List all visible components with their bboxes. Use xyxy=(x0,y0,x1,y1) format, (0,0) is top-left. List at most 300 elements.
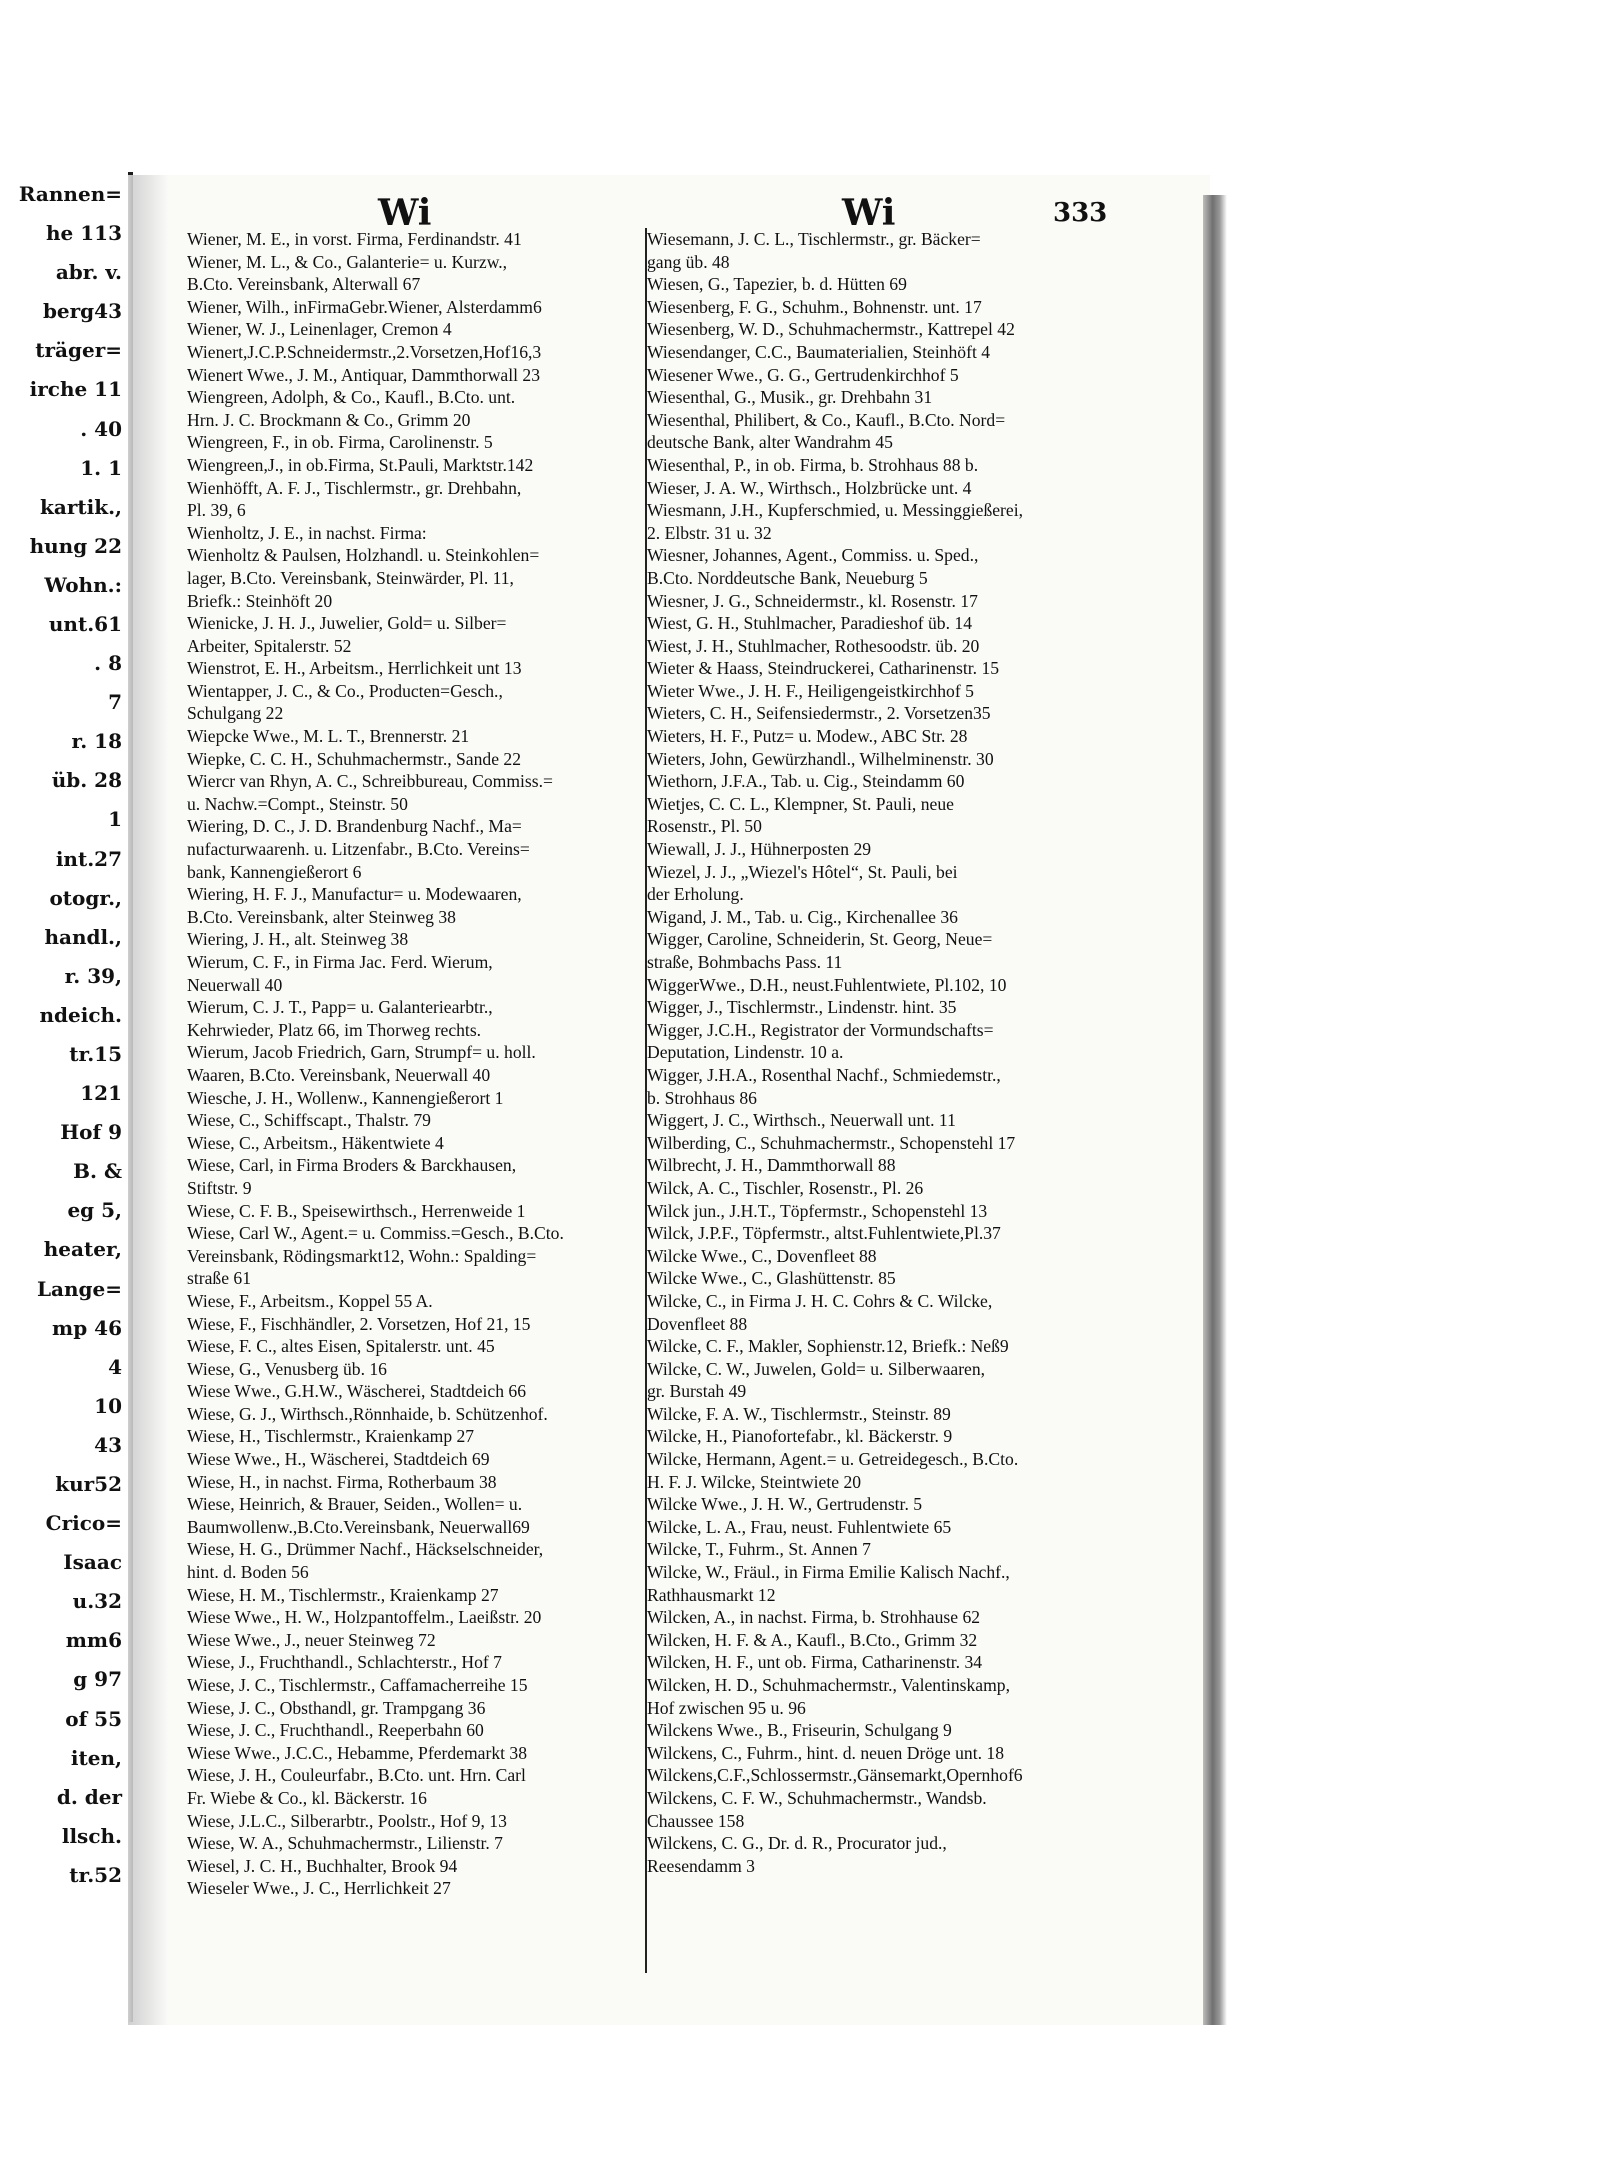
right-column-entries xyxy=(647,228,1107,1877)
entry-line: Wiengreen, F., in ob. Firma, Carolinenstr. 5 xyxy=(187,432,493,453)
entry-line: Wietjes, C. C. L., Klempner, St. Pauli, neue xyxy=(647,793,954,814)
left-page-text-fragment: d. der xyxy=(56,1784,122,1809)
directory-entry xyxy=(187,770,647,815)
directory-entry xyxy=(647,1425,1107,1448)
directory-entry xyxy=(647,1629,1107,1652)
directory-entry xyxy=(647,770,1107,793)
entry-line: Wilcken, H. D., Schuhmachermstr., Valentinskamp, xyxy=(647,1675,1010,1695)
directory-entry xyxy=(187,680,647,725)
entry-line: der Erholung. xyxy=(647,884,744,905)
left-page-text-fragment: int.27 xyxy=(55,846,122,871)
directory-entry xyxy=(187,1403,647,1426)
directory-entry xyxy=(187,341,647,364)
left-page-text-fragment: B. & xyxy=(73,1159,122,1184)
entry-line: Wienholtz & Paulsen, Holzhandl. u. Steinkohlen= xyxy=(187,545,540,566)
directory-entry xyxy=(187,748,647,771)
entry-line: Wiese Wwe., H., Wäscherei, Stadtdeich 69 xyxy=(187,1449,490,1470)
directory-entry xyxy=(187,454,647,477)
directory-entry xyxy=(647,1132,1107,1155)
entry-line: Wiest, G. H., Stuhlmacher, Paradieshof üb. 14 xyxy=(647,613,972,634)
entry-line: Wientapper, J. C., & Co., Producten=Gesch., xyxy=(187,680,503,701)
directory-entry xyxy=(187,1810,647,1833)
directory-entry xyxy=(187,1493,647,1538)
directory-entry xyxy=(187,612,647,657)
entry-line: Wilcke, H., Pianofortefabr., kl. Bäckerstr. 9 xyxy=(647,1426,953,1447)
entry-line: Wiese, C., Arbeitsm., Häkentwiete 4 xyxy=(187,1132,444,1153)
directory-entry xyxy=(647,1719,1107,1742)
directory-entry xyxy=(647,228,1107,273)
directory-entry xyxy=(647,906,1107,929)
directory-entry xyxy=(187,725,647,748)
directory-entry xyxy=(647,364,1107,387)
directory-entry xyxy=(647,1064,1107,1109)
entry-line: straße 61 xyxy=(187,1268,252,1289)
left-page-text-fragment: handl., xyxy=(44,924,122,949)
directory-entry xyxy=(187,1606,647,1629)
entry-line: Wiezel, J. J., „Wiezel's Hôtel“, St. Pauli, bei xyxy=(647,861,958,882)
entry-line: Wilberding, C., Schuhmachermstr., Schopenstehl 17 xyxy=(647,1132,1016,1153)
entry-line: Schulgang 22 xyxy=(187,703,284,724)
directory-entry xyxy=(647,1177,1107,1200)
entry-line: Wiese, G. J., Wirthsch.,Rönnhaide, b. Schützenhof. xyxy=(187,1403,548,1424)
entry-line: Wiepcke Wwe., M. L. T., Brennerstr. 21 xyxy=(187,726,470,747)
directory-entry xyxy=(647,748,1107,771)
entry-line: Wierum, C. F., in Firma Jac. Ferd. Wierum, xyxy=(187,952,493,972)
entry-line: Dovenfleet 88 xyxy=(647,1313,748,1334)
entry-line: Wienstrot, E. H., Arbeitsm., Herrlichkeit unt 13 xyxy=(187,658,522,679)
entry-line: Wiesener Wwe., G. G., Gertrudenkirchhof 5 xyxy=(647,364,959,385)
entry-line: Wilcke, T., Fuhrm., St. Annen 7 xyxy=(647,1539,871,1560)
directory-entry xyxy=(187,1471,647,1494)
entry-line: Wiese, F. C., altes Eisen, Spitalerstr. unt. 45 xyxy=(187,1336,495,1357)
entry-line: Kehrwieder, Platz 66, im Thorweg rechts. xyxy=(187,1019,482,1040)
directory-entry xyxy=(647,838,1107,861)
left-page-text-fragment: mm6 xyxy=(65,1628,122,1653)
directory-entry xyxy=(647,1222,1107,1245)
directory-entry xyxy=(647,273,1107,296)
entry-line: Wiese, F., Arbeitsm., Koppel 55 A. xyxy=(187,1290,433,1311)
entry-line: Wiese, C., Schiffscapt., Thalstr. 79 xyxy=(187,1110,431,1131)
entry-line: Wilckens, C., Fuhrm., hint. d. neuen Dröge unt. 18 xyxy=(647,1742,1004,1763)
directory-entry xyxy=(187,1629,647,1652)
entry-line: Wienert,J.C.P.Schneidermstr.,2.Vorsetzen,Hof16,3 xyxy=(187,341,542,362)
directory-entry xyxy=(647,680,1107,703)
entry-line: Wiese Wwe., G.H.W., Wäscherei, Stadtdeich 66 xyxy=(187,1381,527,1402)
entry-line: Wiese, J. C., Obsthandl, gr. Trampgang 36 xyxy=(187,1697,486,1718)
entry-line: Wieters, John, Gewürzhandl., Wilhelminenstr. 30 xyxy=(647,748,994,769)
directory-entry xyxy=(647,1516,1107,1539)
directory-entry xyxy=(647,1832,1107,1877)
entry-line: Wiese, Carl W., Agent.= u. Commiss.=Gesch., B.Cto. xyxy=(187,1223,564,1244)
directory-entry xyxy=(647,1290,1107,1335)
directory-entry xyxy=(187,1041,647,1086)
directory-entry xyxy=(647,296,1107,319)
left-page-text-fragment: iten, xyxy=(70,1745,122,1770)
directory-entry xyxy=(187,928,647,951)
entry-line: H. F. J. Wilcke, Steintwiete 20 xyxy=(647,1471,862,1492)
directory-entry xyxy=(647,1335,1107,1358)
entry-line: Wilcken, H. F., unt ob. Firma, Catharinenstr. 34 xyxy=(647,1652,983,1673)
directory-entry xyxy=(187,1222,647,1290)
directory-entry xyxy=(647,499,1107,544)
directory-entry xyxy=(647,996,1107,1019)
directory-entry xyxy=(187,1697,647,1720)
entry-line: Wilcken, A., in nachst. Firma, b. Strohhause 62 xyxy=(647,1607,981,1628)
left-page-text-fragment: ndeich. xyxy=(39,1002,122,1027)
directory-entry xyxy=(647,1267,1107,1290)
entry-line: Wienholtz, J. E., in nachst. Firma: xyxy=(187,522,427,543)
directory-entry xyxy=(647,1651,1107,1674)
left-page-text-fragment: träger= xyxy=(35,338,122,363)
directory-entry xyxy=(647,409,1107,454)
entry-line: Wiener, M. L., & Co., Galanterie= u. Kurzw., xyxy=(187,251,508,272)
entry-line: Wilckens, C. G., Dr. d. R., Procurator jud., xyxy=(647,1833,947,1854)
directory-entry xyxy=(187,996,647,1041)
entry-line: Wiese, J. C., Tischlermstr., Caffamacherreihe 15 xyxy=(187,1675,528,1695)
directory-entry xyxy=(187,296,647,319)
directory-entry xyxy=(647,1742,1107,1765)
entry-line: Wilcke, C. F., Makler, Sophienstr.12, Briefk.: Neß9 xyxy=(647,1336,1009,1357)
entry-line: Wigger, J.C.H., Registrator der Vormundschafts= xyxy=(647,1019,994,1040)
entry-line: straße, Bohmbachs Pass. 11 xyxy=(647,952,843,972)
left-page-text-fragment: r. 18 xyxy=(71,729,122,754)
directory-entry xyxy=(187,1742,647,1765)
directory-entry xyxy=(647,928,1107,973)
directory-entry xyxy=(187,1313,647,1336)
entry-line: Wiese, J., Fruchthandl., Schlachterstr., Hof 7 xyxy=(187,1652,502,1673)
left-page-text-fragment: 1 xyxy=(108,807,122,832)
entry-line: Wiesel, J. C. H., Buchhalter, Brook 94 xyxy=(187,1855,458,1876)
entry-line: Fr. Wiebe & Co., kl. Bäckerstr. 16 xyxy=(187,1787,427,1808)
entry-line: Waaren, B.Cto. Vereinsbank, Neuerwall 40 xyxy=(187,1064,491,1085)
left-page-text-fragment: . 8 xyxy=(94,651,122,676)
entry-line: Wilckens Wwe., B., Friseurin, Schulgang 9 xyxy=(647,1720,952,1741)
entry-line: Wilcke, C., in Firma J. H. C. Cohrs & C. Wilcke, xyxy=(647,1290,993,1311)
entry-line: Pl. 39, 6 xyxy=(187,500,246,521)
entry-line: 2. Elbstr. 31 u. 32 xyxy=(647,522,772,543)
left-page-text-fragment: unt.61 xyxy=(48,612,122,636)
entry-line: Wieter & Haass, Steindruckerei, Catharinenstr. 15 xyxy=(647,658,1000,679)
entry-line: Wierum, C. J. T., Papp= u. Galanteriearbtr., xyxy=(187,997,493,1018)
entry-line: deutsche Bank, alter Wandrahm 45 xyxy=(647,432,893,453)
directory-entry xyxy=(187,1719,647,1742)
directory-entry xyxy=(647,1764,1107,1787)
directory-entry xyxy=(647,793,1107,838)
left-page-fragment xyxy=(0,172,133,2022)
left-column-entries xyxy=(187,228,647,1900)
directory-entry xyxy=(647,702,1107,725)
directory-entry xyxy=(647,590,1107,613)
directory-entry xyxy=(187,228,647,251)
directory-entry xyxy=(187,1154,647,1199)
entry-line: Wiest, J. H., Stuhlmacher, Rothesoodstr. üb. 20 xyxy=(647,635,980,656)
directory-entry xyxy=(647,1358,1107,1403)
entry-line: Wilcke, L. A., Frau, neust. Fuhlentwiete 65 xyxy=(647,1516,952,1537)
entry-line: Wilck, J.P.F., Töpfermstr., altst.Fuhlentwiete,Pl.37 xyxy=(647,1223,1001,1244)
entry-line: Baumwollenw.,B.Cto.Vereinsbank, Neuerwall69 xyxy=(187,1516,530,1537)
left-page-text-fragment: 121 xyxy=(80,1081,122,1106)
entry-line: B.Cto. Vereinsbank, alter Steinweg 38 xyxy=(187,906,456,927)
entry-line: Wilbrecht, J. H., Dammthorwall 88 xyxy=(647,1155,896,1176)
entry-line: Wigger, Caroline, Schneiderin, St. Georg, Neue= xyxy=(647,929,993,950)
left-page-text-fragment: he 113 xyxy=(46,221,122,246)
entry-line: Wilcke, W., Fräul., in Firma Emilie Kalisch Nachf., xyxy=(647,1562,1010,1583)
left-page-text-fragment: r. 39, xyxy=(64,963,122,988)
directory-entry xyxy=(187,1087,647,1110)
entry-line: Wilckens, C. F. W., Schuhmachermstr., Wandsb. xyxy=(647,1787,987,1808)
directory-entry xyxy=(647,1674,1107,1719)
left-page-text-fragment: berg43 xyxy=(42,299,122,324)
directory-entry xyxy=(647,1019,1107,1064)
directory-entry xyxy=(187,1425,647,1448)
left-page-text-fragment: tr.52 xyxy=(69,1862,122,1887)
entry-line: Wiener, Wilh., inFirmaGebr.Wiener, Alsterdamm6 xyxy=(187,296,542,317)
entry-line: Wiesenberg, F. G., Schuhm., Bohnenstr. unt. 17 xyxy=(647,296,982,317)
entry-line: Wieters, H. F., Putz= u. Modew., ABC Str. 28 xyxy=(647,726,968,747)
directory-entry xyxy=(187,1290,647,1313)
directory-entry xyxy=(647,725,1107,748)
entry-line: Wilck jun., J.H.T., Töpfermstr., Schopenstehl 13 xyxy=(647,1200,988,1221)
entry-line: Reesendamm 3 xyxy=(647,1855,755,1876)
left-page-text-fragment: hung 22 xyxy=(29,533,122,558)
left-page-text-fragment: eg 5, xyxy=(67,1198,122,1223)
directory-entry xyxy=(187,1358,647,1381)
left-page-text-fragment: . 40 xyxy=(80,416,122,441)
directory-entry xyxy=(647,318,1107,341)
directory-entry xyxy=(647,1493,1107,1516)
page-edge-shadow xyxy=(1203,195,1227,2025)
entry-line: Wiesemann, J. C. L., Tischlermstr., gr. Bäcker= xyxy=(647,229,981,249)
left-page-text-fragment: irche 11 xyxy=(29,377,122,402)
directory-entry xyxy=(187,1109,647,1132)
entry-line: Arbeiter, Spitalerstr. 52 xyxy=(187,635,352,656)
directory-entry xyxy=(187,431,647,454)
entry-line: Wiepke, C. C. H., Schuhmachermstr., Sande 22 xyxy=(187,748,522,769)
entry-line: Wiener, M. E., in vorst. Firma, Ferdinandstr. 41 xyxy=(187,229,522,249)
left-page-text-fragment: Hof 9 xyxy=(60,1120,122,1145)
entry-line: Wiese, J.L.C., Silberarbtr., Poolstr., Hof 9, 13 xyxy=(187,1810,507,1831)
directory-entry xyxy=(187,251,647,296)
left-page-text-fragment: kur52 xyxy=(55,1472,122,1496)
entry-line: Wiengreen,J., in ob.Firma, St.Pauli, Marktstr.142 xyxy=(187,454,534,475)
directory-entry xyxy=(647,1448,1107,1493)
entry-line: Wiering, D. C., J. D. Brandenburg Nachf., Ma= xyxy=(187,816,522,837)
entry-line: Wiercr van Rhyn, A. C., Schreibbureau, Commiss.= xyxy=(187,771,553,792)
left-page-text-fragment: 1. 1 xyxy=(80,455,122,480)
directory-entry xyxy=(647,1787,1107,1832)
directory-entry xyxy=(647,477,1107,500)
directory-entry xyxy=(187,1674,647,1697)
entry-line: Wigand, J. M., Tab. u. Cig., Kirchenallee 36 xyxy=(647,906,958,927)
right-column-heading: Wi xyxy=(842,192,896,234)
directory-entry xyxy=(187,1855,647,1878)
entry-line: Wiesche, J. H., Wollenw., Kannengießerort 1 xyxy=(187,1087,504,1108)
left-page-text-fragment: g 97 xyxy=(73,1667,122,1692)
directory-entry xyxy=(647,1109,1107,1132)
directory-entry xyxy=(647,974,1107,997)
directory-entry xyxy=(647,1200,1107,1223)
entry-line: gang üb. 48 xyxy=(647,251,730,272)
entry-line: Wiesmann, J.H., Kupferschmied, u. Messinggießerei, xyxy=(647,500,1024,521)
directory-entry xyxy=(187,1584,647,1607)
entry-line: Wienhöfft, A. F. J., Tischlermstr., gr. Drehbahn, xyxy=(187,477,522,498)
directory-entry xyxy=(647,1245,1107,1268)
entry-line: Wiese, J. C., Fruchthandl., Reeperbahn 60 xyxy=(187,1720,484,1741)
entry-line: Wiese, H. G., Drümmer Nachf., Häckselschneider, xyxy=(187,1539,544,1560)
directory-entry xyxy=(187,1764,647,1809)
entry-line: Wiggert, J. C., Wirthsch., Neuerwall unt. 11 xyxy=(647,1110,956,1131)
directory-entry xyxy=(647,1403,1107,1426)
entry-line: nufacturwaarenh. u. Litzenfabr., B.Cto. Vereins= xyxy=(187,839,530,860)
entry-line: Vereinsbank, Rödingsmarkt12, Wohn.: Spalding= xyxy=(187,1245,537,1266)
directory-entry xyxy=(647,1561,1107,1606)
directory-entry xyxy=(647,544,1107,589)
entry-line: Wiering, J. H., alt. Steinweg 38 xyxy=(187,929,409,950)
directory-entry xyxy=(647,454,1107,477)
directory-entry xyxy=(187,1380,647,1403)
entry-line: Wieser, J. A. W., Wirthsch., Holzbrücke unt. 4 xyxy=(647,477,972,498)
directory-entry xyxy=(647,657,1107,680)
entry-line: Wiesner, J. G., Schneidermstr., kl. Rosenstr. 17 xyxy=(647,590,978,611)
directory-entry xyxy=(187,544,647,612)
directory-entry xyxy=(187,477,647,522)
entry-line: Rathhausmarkt 12 xyxy=(647,1584,776,1605)
entry-line: u. Nachw.=Compt., Steinstr. 50 xyxy=(187,793,408,814)
left-page-text-fragment: 10 xyxy=(94,1393,122,1418)
page-number: 333 xyxy=(1053,198,1108,228)
entry-line: Wilcke, C. W., Juwelen, Gold= u. Silberwaaren, xyxy=(647,1358,986,1379)
entry-line: Wiese Wwe., H. W., Holzpantoffelm., Laeißstr. 20 xyxy=(187,1607,542,1628)
left-page-text-fragment: Crico= xyxy=(45,1511,122,1536)
entry-line: Wiesenthal, G., Musik., gr. Drehbahn 31 xyxy=(647,387,933,408)
entry-line: Wiese Wwe., J.C.C., Hebamme, Pferdemarkt 38 xyxy=(187,1742,528,1763)
entry-line: Wilck, A. C., Tischler, Rosenstr., Pl. 26 xyxy=(647,1177,924,1198)
entry-line: Wilcke Wwe., J. H. W., Gertrudenstr. 5 xyxy=(647,1494,923,1515)
directory-entry xyxy=(187,1832,647,1855)
entry-line: Wiesner, Johannes, Agent., Commiss. u. Sped., xyxy=(647,545,979,566)
directory-entry xyxy=(647,386,1107,409)
directory-entry xyxy=(187,1448,647,1471)
entry-line: Wiethorn, J.F.A., Tab. u. Cig., Steindamm 60 xyxy=(647,771,965,792)
entry-line: Wiese, G., Venusberg üb. 16 xyxy=(187,1358,387,1379)
left-page-text-fragment: 7 xyxy=(108,690,122,715)
directory-entry xyxy=(187,1132,647,1155)
entry-line: Wiesen, G., Tapezier, b. d. Hütten 69 xyxy=(647,274,907,295)
left-page-text-fragment: tr.15 xyxy=(69,1042,122,1066)
left-page-text-fragment: otogr., xyxy=(49,885,122,910)
entry-line: Wienicke, J. H. J., Juwelier, Gold= u. Silber= xyxy=(187,613,507,634)
entry-line: Wieseler Wwe., J. C., Herrlichkeit 27 xyxy=(187,1878,451,1899)
entry-line: Wiesenthal, P., in ob. Firma, b. Strohhaus 88 b. xyxy=(647,454,979,475)
directory-entry xyxy=(647,1538,1107,1561)
directory-entry xyxy=(187,1200,647,1223)
entry-line: Wiese Wwe., J., neuer Steinweg 72 xyxy=(187,1629,436,1650)
entry-line: Wilcke Wwe., C., Glashüttenstr. 85 xyxy=(647,1268,896,1289)
entry-line: Wilckens,C.F.,Schlossermstr.,Gänsemarkt,Opernhof6 xyxy=(647,1765,1023,1786)
entry-line: Wieter Wwe., J. H. F., Heiligengeistkirchhof 5 xyxy=(647,680,974,701)
gutter-shadow xyxy=(128,175,168,2025)
entry-line: Wienert Wwe., J. M., Antiquar, Dammthorwall 23 xyxy=(187,364,540,385)
left-page-text-fragment: Lange= xyxy=(36,1276,122,1301)
entry-line: Wiese, J. H., Couleurfabr., B.Cto. unt. Hrn. Carl xyxy=(187,1765,526,1786)
entry-line: B.Cto. Vereinsbank, Alterwall 67 xyxy=(187,274,421,295)
directory-entry xyxy=(647,861,1107,906)
entry-line: Wierum, Jacob Friedrich, Garn, Strumpf= u. holl. xyxy=(187,1042,536,1063)
directory-entry xyxy=(187,364,647,387)
left-page-text-fragment: of 55 xyxy=(65,1706,122,1731)
directory-entry xyxy=(647,635,1107,658)
directory-entry xyxy=(647,341,1107,364)
left-page-text-fragment: abr. v. xyxy=(55,260,122,285)
directory-entry xyxy=(187,815,647,883)
directory-entry xyxy=(187,318,647,341)
left-page-text-fragment: 43 xyxy=(94,1432,122,1457)
entry-line: Wiese, Heinrich, & Brauer, Seiden., Wollen= u. xyxy=(187,1494,523,1515)
left-page-text-fragment: kartik., xyxy=(40,494,122,519)
entry-line: Wiese, Carl, in Firma Broders & Barckhausen, xyxy=(187,1155,517,1176)
directory-entry xyxy=(187,1877,647,1900)
left-page-text-fragment: heater, xyxy=(43,1237,122,1262)
entry-line: Chaussee 158 xyxy=(647,1810,745,1831)
entry-line: Wilcke, Hermann, Agent.= u. Getreidegesch., B.Cto. xyxy=(647,1449,1019,1470)
entry-line: Rosenstr., Pl. 50 xyxy=(647,816,762,837)
entry-line: Wiering, H. F. J., Manufactur= u. Modewaaren, xyxy=(187,884,522,905)
directory-entry xyxy=(187,1651,647,1674)
entry-line: Wiesenberg, W. D., Schuhmachermstr., Kattrepel 42 xyxy=(647,319,1015,340)
directory-entry xyxy=(187,883,647,928)
left-page-text-fragment: Rannen= xyxy=(18,182,122,206)
left-page-text-fragment: u.32 xyxy=(72,1589,122,1614)
entry-line: Wilcke, F. A. W., Tischlermstr., Steinstr. 89 xyxy=(647,1403,951,1424)
directory-entry xyxy=(647,1606,1107,1629)
directory-entry xyxy=(187,657,647,680)
entry-line: B.Cto. Norddeutsche Bank, Neueburg 5 xyxy=(647,567,928,588)
left-page-text-fragment: Isaac xyxy=(63,1550,122,1575)
left-page-text-fragment: Wohn.: xyxy=(44,572,122,597)
entry-line: Deputation, Lindenstr. 10 a. xyxy=(647,1042,844,1063)
entry-line: lager, B.Cto. Vereinsbank, Steinwärder, Pl. 11, xyxy=(187,567,514,588)
entry-line: Wiese, H., Tischlermstr., Kraienkamp 27 xyxy=(187,1426,475,1447)
entry-line: Wilcken, H. F. & A., Kaufl., B.Cto., Grimm 32 xyxy=(647,1629,978,1650)
left-page-text-fragment: 4 xyxy=(108,1354,122,1379)
directory-entry xyxy=(187,1335,647,1358)
directory-entry xyxy=(647,1154,1107,1177)
entry-line: Wiese, W. A., Schuhmachermstr., Lilienstr. 7 xyxy=(187,1833,503,1854)
entry-line: hint. d. Boden 56 xyxy=(187,1562,309,1583)
left-page-text-fragment: llsch. xyxy=(61,1823,122,1848)
directory-entry xyxy=(187,1538,647,1583)
entry-line: gr. Burstah 49 xyxy=(647,1381,747,1402)
left-page-text-fragment: üb. 28 xyxy=(51,768,122,793)
entry-line: Wiese, H. M., Tischlermstr., Kraienkamp 27 xyxy=(187,1584,499,1605)
entry-line: Wiener, W. J., Leinenlager, Cremon 4 xyxy=(187,319,452,340)
entry-line: Wiesendanger, C.C., Baumaterialien, Steinhöft 4 xyxy=(647,341,991,362)
entry-line: Stiftstr. 9 xyxy=(187,1177,252,1198)
entry-line: Wilcke Wwe., C., Dovenfleet 88 xyxy=(647,1245,877,1266)
entry-line: Wiese, F., Fischhändler, 2. Vorsetzen, Hof 21, 15 xyxy=(187,1313,531,1334)
entry-line: Neuerwall 40 xyxy=(187,974,283,995)
entry-line: Hrn. J. C. Brockmann & Co., Grimm 20 xyxy=(187,409,471,430)
entry-line: bank, Kannengießerort 6 xyxy=(187,861,362,882)
entry-line: Wiesenthal, Philibert, & Co., Kaufl., B.Cto. Nord= xyxy=(647,409,1006,430)
scan-margin xyxy=(0,2030,1600,2177)
entry-line: Wiewall, J. J., Hühnerposten 29 xyxy=(647,839,872,860)
entry-line: Briefk.: Steinhöft 20 xyxy=(187,590,333,611)
entry-line: Wigger, J.H.A., Rosenthal Nachf., Schmiedemstr., xyxy=(647,1064,1001,1085)
entry-line: Wieters, C. H., Seifensiedermstr., 2. Vorsetzen35 xyxy=(647,703,991,724)
directory-entry xyxy=(187,522,647,545)
entry-line: WiggerWwe., D.H., neust.Fuhlentwiete, Pl.102, 10 xyxy=(647,974,1007,995)
